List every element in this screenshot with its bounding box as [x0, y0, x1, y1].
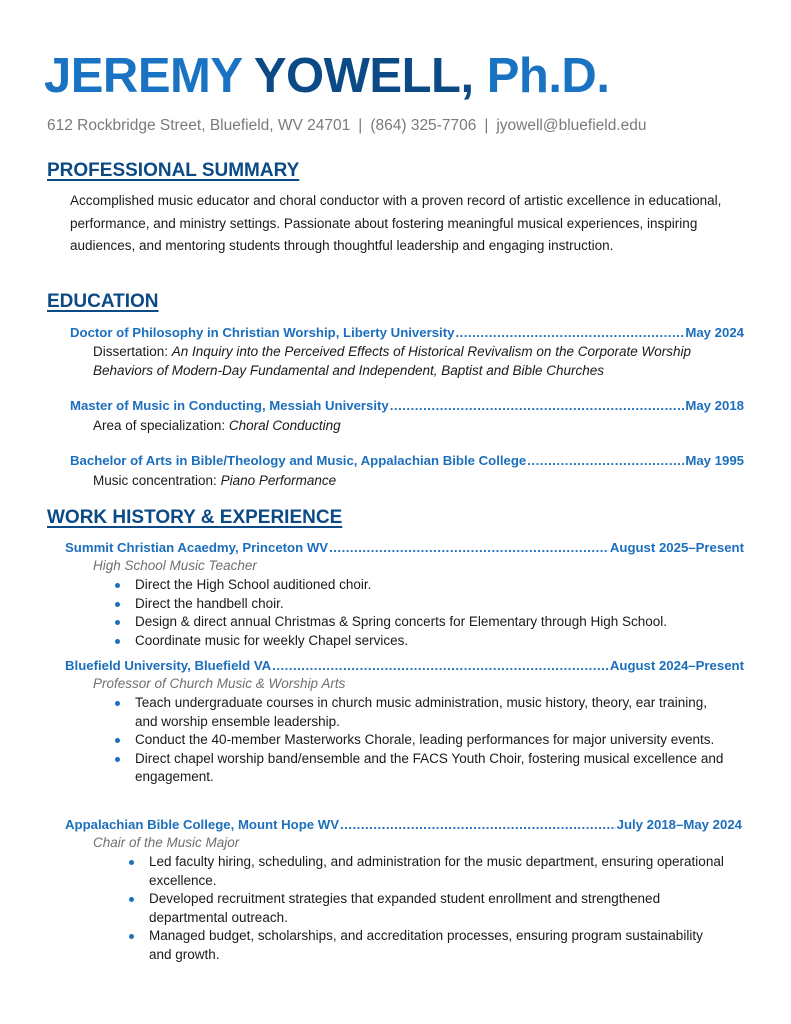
candidate-name	[44, 49, 610, 103]
detail-value: Choral Conducting	[228, 418, 341, 433]
degree-date: May 2024	[685, 325, 744, 340]
degree-detail	[93, 471, 753, 490]
job-bullets	[127, 853, 727, 964]
detail-value: An Inquiry into the Perceived Effects of Historical Revivalism on the Corporate Worship Behaviors of Modern-Day Fundamental and Independent, Baptist and Bible Churches	[93, 344, 692, 378]
job-date: August 2024–Present	[609, 658, 744, 673]
employer: Appalachian Bible College, Mount Hope WV	[65, 817, 340, 832]
degree-detail	[93, 342, 753, 380]
detail-label: Dissertation:	[93, 344, 172, 359]
name-last: YOWELL,	[253, 49, 474, 103]
contact-separator: |	[484, 117, 489, 134]
leader-dots	[390, 398, 685, 413]
degree-title: Doctor of Philosophy in Christian Worship, Liberty University	[70, 325, 455, 340]
list-item: Direct the handbell choir.	[113, 595, 753, 614]
job-title-line	[65, 817, 742, 832]
job-bullets	[113, 576, 753, 650]
list-item: Led faculty hiring, scheduling, and administration for the music department, ensuring operational excellence.	[127, 853, 727, 890]
contact-email: jyowell@bluefield.edu	[496, 117, 647, 134]
detail-label: Area of specialization:	[93, 418, 229, 433]
work-heading: WORK HISTORY & EXPERIENCE	[47, 507, 343, 528]
leader-dots	[527, 453, 684, 468]
detail-label: Music concentration:	[93, 473, 221, 488]
degree-detail	[93, 416, 753, 435]
detail-value: Piano Performance	[220, 473, 337, 488]
contact-phone: (864) 325-7706	[370, 117, 477, 134]
name-suffix: Ph.D.	[486, 49, 610, 103]
name-first: JEREMY	[44, 49, 242, 103]
summary-text: Accomplished music educator and choral conductor with a proven record of artistic excellence in educational, performance, and ministry settings. Passionate about fostering meaningful musical experiences, inspiring audiences, and mentoring students through thoughtful leadership and engaging instruction.	[70, 193, 722, 253]
degree-date: May 2018	[685, 398, 744, 413]
list-item: Direct chapel worship band/ensemble and the FACS Youth Choir, fostering musical excellence and engagement.	[113, 750, 733, 787]
job-date: July 2018–May 2024	[616, 817, 742, 832]
job-role: Professor of Church Music & Worship Arts	[93, 676, 346, 691]
education-entry-title	[70, 398, 744, 413]
employer: Summit Christian Acaedmy, Princeton WV	[65, 540, 329, 555]
degree-title: Master of Music in Conducting, Messiah University	[70, 398, 389, 413]
leader-dots	[272, 658, 609, 673]
list-item: Direct the High School auditioned choir.	[113, 576, 753, 595]
contact-address: 612 Rockbridge Street, Bluefield, WV 24701	[47, 117, 351, 134]
degree-date: May 1995	[685, 453, 744, 468]
job-role: Chair of the Music Major	[93, 835, 240, 850]
job-bullets	[113, 694, 733, 787]
job-date: August 2025–Present	[609, 540, 744, 555]
degree-title: Bachelor of Arts in Bible/Theology and Music, Appalachian Bible College	[70, 453, 527, 468]
leader-dots	[340, 817, 616, 832]
education-entry-title	[70, 453, 744, 468]
employer: Bluefield University, Bluefield VA	[65, 658, 272, 673]
list-item: Teach undergraduate courses in church music administration, music history, theory, ear training, and worship ensemble leadership.	[113, 694, 733, 731]
list-item: Developed recruitment strategies that expanded student enrollment and strengthened departmental outreach.	[127, 890, 727, 927]
list-item: Conduct the 40-member Masterworks Chorale, leading performances for major university events.	[113, 731, 733, 750]
list-item: Coordinate music for weekly Chapel services.	[113, 632, 753, 651]
job-title-line	[65, 658, 744, 673]
education-entry-title	[70, 325, 744, 340]
leader-dots	[455, 325, 684, 340]
education-heading: EDUCATION	[47, 291, 159, 312]
contact-line	[47, 117, 647, 135]
list-item: Managed budget, scholarships, and accreditation processes, ensuring program sustainability and growth.	[127, 927, 727, 964]
contact-separator: |	[358, 117, 363, 134]
job-role: High School Music Teacher	[93, 558, 257, 573]
job-title-line	[65, 540, 744, 555]
list-item: Design & direct annual Christmas & Spring concerts for Elementary through High School.	[113, 613, 753, 632]
leader-dots	[329, 540, 609, 555]
summary-heading: PROFESSIONAL SUMMARY	[47, 160, 300, 181]
